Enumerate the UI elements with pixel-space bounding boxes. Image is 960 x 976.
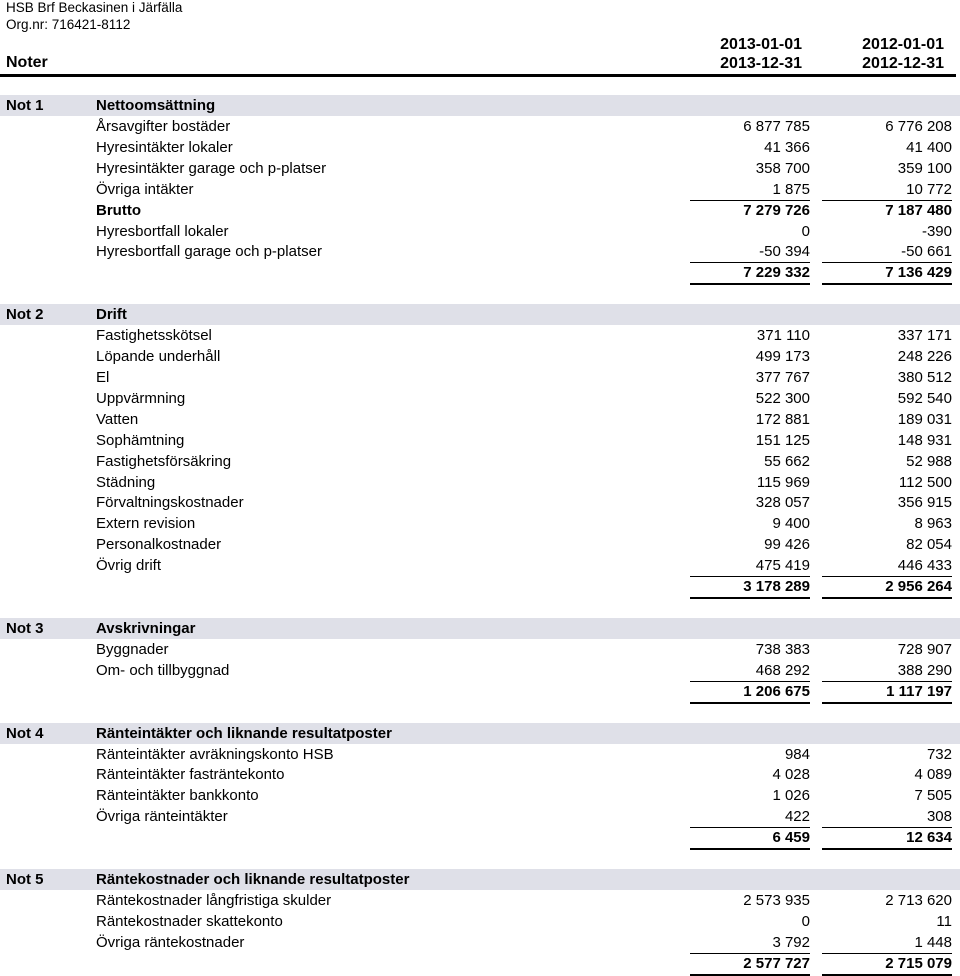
row-label: Ränteintäkter avräkningskonto HSB (96, 745, 334, 763)
value-2013: 55 662 (764, 452, 810, 470)
table-row (0, 221, 960, 242)
row-label: El (96, 368, 110, 386)
value-2013: 328 057 (755, 494, 810, 512)
table-row (0, 932, 960, 953)
table-row (0, 764, 960, 785)
value-2012: 337 171 (897, 327, 952, 345)
value-2012: 359 100 (897, 159, 952, 177)
value-2013: 0 (801, 912, 810, 930)
note-number: Not 3 (6, 620, 44, 637)
period-2013-to: 2013-12-31 (720, 55, 802, 72)
table-row (0, 806, 960, 827)
value-2013: 9 400 (772, 515, 810, 533)
table-row (0, 137, 960, 158)
value-2012: 112 500 (898, 473, 952, 491)
value-2012: 728 907 (897, 640, 952, 658)
value-2012: 4 089 (914, 766, 952, 784)
value-2012: 11 (936, 912, 952, 930)
value-2013: 522 300 (755, 389, 810, 407)
total-row (0, 576, 960, 597)
value-2013: 422 (690, 806, 810, 828)
table-row (0, 534, 960, 555)
row-label: Hyresbortfall lokaler (96, 222, 229, 240)
note-section-header (0, 869, 960, 890)
section-title: Drift (96, 306, 127, 324)
value-2013: 41 366 (764, 138, 810, 156)
value-2013: 115 969 (756, 473, 810, 491)
value-2012: 1 117 197 (822, 681, 952, 704)
value-2013: 3 792 (690, 932, 810, 954)
value-2013: 6 877 785 (743, 117, 810, 135)
row-label: Löpande underhåll (96, 348, 221, 366)
note-number: Not 2 (6, 306, 44, 324)
value-2012: 7 187 480 (885, 201, 952, 219)
value-2012: 732 (926, 745, 952, 763)
table-row (0, 451, 960, 472)
row-label: Städning (96, 473, 156, 491)
period-header-2012 (862, 35, 944, 75)
organization-number: Org.nr: 716421-8112 (6, 17, 131, 32)
value-2012: 189 031 (897, 410, 952, 428)
row-label: Om- och tillbyggnad (96, 661, 230, 679)
value-2012: 52 988 (906, 452, 952, 470)
value-2012: 7 136 429 (822, 262, 952, 285)
table-row (0, 430, 960, 451)
table-row (0, 555, 960, 576)
value-2012: 82 054 (906, 536, 952, 554)
row-label: Fastighetsförsäkring (96, 452, 232, 470)
table-row (0, 513, 960, 534)
total-row (0, 262, 960, 283)
row-label: Vatten (96, 410, 139, 428)
note-section-header (0, 618, 960, 639)
row-label: Förvaltningskostnader (96, 494, 244, 512)
table-row (0, 346, 960, 367)
period-header-2013 (720, 35, 802, 75)
value-2013: 151 125 (755, 431, 810, 449)
value-2013: -50 394 (690, 241, 810, 263)
row-label: Övriga ränteintäkter (96, 808, 228, 826)
row-label: Övriga intäkter (96, 180, 194, 198)
value-2012: 1 448 (822, 932, 952, 954)
noter-heading: Noter (6, 54, 48, 71)
value-2013: 984 (784, 745, 810, 763)
row-label: Hyresbortfall garage och p-platser (96, 243, 322, 261)
value-2013: 172 881 (755, 410, 810, 428)
table-row (0, 492, 960, 513)
value-2012: 10 772 (822, 179, 952, 201)
value-2013: 3 178 289 (690, 576, 810, 599)
note-section-header (0, 304, 960, 325)
table-row (0, 472, 960, 493)
value-2013: 371 110 (756, 327, 810, 345)
row-label: Räntekostnader skattekonto (96, 912, 283, 930)
note-section-header (0, 95, 960, 116)
table-row (0, 409, 960, 430)
value-2013: 2 577 727 (690, 953, 810, 976)
row-label: Räntekostnader långfristiga skulder (96, 891, 332, 909)
organization-name: HSB Brf Beckasinen i Järfälla (6, 0, 183, 15)
note-number: Not 4 (6, 724, 44, 742)
value-2013: 475 419 (690, 555, 810, 577)
section-title: Ränteintäkter och liknande resultatposter (96, 724, 392, 742)
value-2012: 12 634 (822, 827, 952, 850)
section-title: Nettoomsättning (96, 97, 216, 114)
value-2012: -50 661 (822, 241, 952, 263)
table-row (0, 911, 960, 932)
value-2013: 499 173 (755, 348, 810, 366)
section-title: Avskrivningar (96, 620, 196, 637)
value-2013: 2 573 935 (743, 891, 810, 909)
value-2012: 148 931 (897, 431, 952, 449)
value-2012: 6 776 208 (885, 117, 952, 135)
table-row (0, 325, 960, 346)
value-2013: 1 206 675 (690, 681, 810, 704)
table-row (0, 639, 960, 660)
value-2013: 99 426 (764, 536, 810, 554)
value-2013: 7 279 726 (743, 201, 810, 219)
value-2013: 358 700 (755, 159, 810, 177)
note-number: Not 1 (6, 97, 44, 114)
period-2012-to: 2012-12-31 (862, 55, 944, 72)
value-2013: 7 229 332 (690, 262, 810, 285)
total-row (0, 953, 960, 974)
header-divider (0, 74, 956, 77)
value-2013: 738 383 (755, 640, 810, 658)
row-label: Personalkostnader (96, 536, 222, 554)
note-section-header (0, 723, 960, 744)
row-label: Hyresintäkter garage och p-platser (96, 159, 327, 177)
total-row (0, 827, 960, 848)
period-2012-from: 2012-01-01 (862, 36, 944, 53)
value-2012: 2 713 620 (885, 891, 952, 909)
row-label: Övrig drift (96, 557, 162, 575)
value-2013: 1 026 (772, 787, 810, 805)
value-2012: 356 915 (897, 494, 952, 512)
value-2013: 6 459 (690, 827, 810, 850)
value-2013: 377 767 (755, 368, 810, 386)
row-label: Ränteintäkter bankkonto (96, 787, 259, 805)
row-label: Brutto (96, 201, 141, 219)
row-label: Sophämtning (96, 431, 185, 449)
value-2012: 388 290 (822, 660, 952, 682)
row-label: Extern revision (96, 515, 196, 533)
row-label: Hyresintäkter lokaler (96, 138, 233, 156)
value-2012: 8 963 (914, 515, 952, 533)
value-2013: 0 (801, 222, 810, 240)
value-2012: 380 512 (897, 368, 952, 386)
row-label: Årsavgifter bostäder (96, 117, 231, 135)
table-row (0, 890, 960, 911)
table-row (0, 200, 960, 221)
value-2012: 446 433 (822, 555, 952, 577)
table-row (0, 388, 960, 409)
value-2012: 2 956 264 (822, 576, 952, 599)
value-2012: 7 505 (914, 787, 952, 805)
row-label: Fastighetsskötsel (96, 327, 212, 345)
table-row (0, 158, 960, 179)
table-row (0, 785, 960, 806)
row-label: Övriga räntekostnader (96, 933, 245, 951)
value-2012: -390 (921, 222, 952, 240)
table-row (0, 116, 960, 137)
row-label: Uppvärmning (96, 389, 186, 407)
section-title: Räntekostnader och liknande resultatposter (96, 871, 410, 889)
row-label: Byggnader (96, 640, 169, 658)
table-row (0, 744, 960, 765)
table-row (0, 179, 960, 200)
value-2013: 1 875 (690, 179, 810, 201)
table-row (0, 241, 960, 262)
value-2012: 41 400 (906, 138, 952, 156)
period-2013-from: 2013-01-01 (720, 36, 802, 53)
table-row (0, 660, 960, 681)
row-label: Ränteintäkter fasträntekonto (96, 766, 285, 784)
value-2012: 248 226 (897, 348, 952, 366)
value-2012: 308 (822, 806, 952, 828)
value-2012: 592 540 (897, 389, 952, 407)
note-number: Not 5 (6, 871, 44, 889)
value-2013: 4 028 (772, 766, 810, 784)
value-2013: 468 292 (690, 660, 810, 682)
value-2012: 2 715 079 (822, 953, 952, 976)
table-row (0, 367, 960, 388)
total-row (0, 681, 960, 702)
